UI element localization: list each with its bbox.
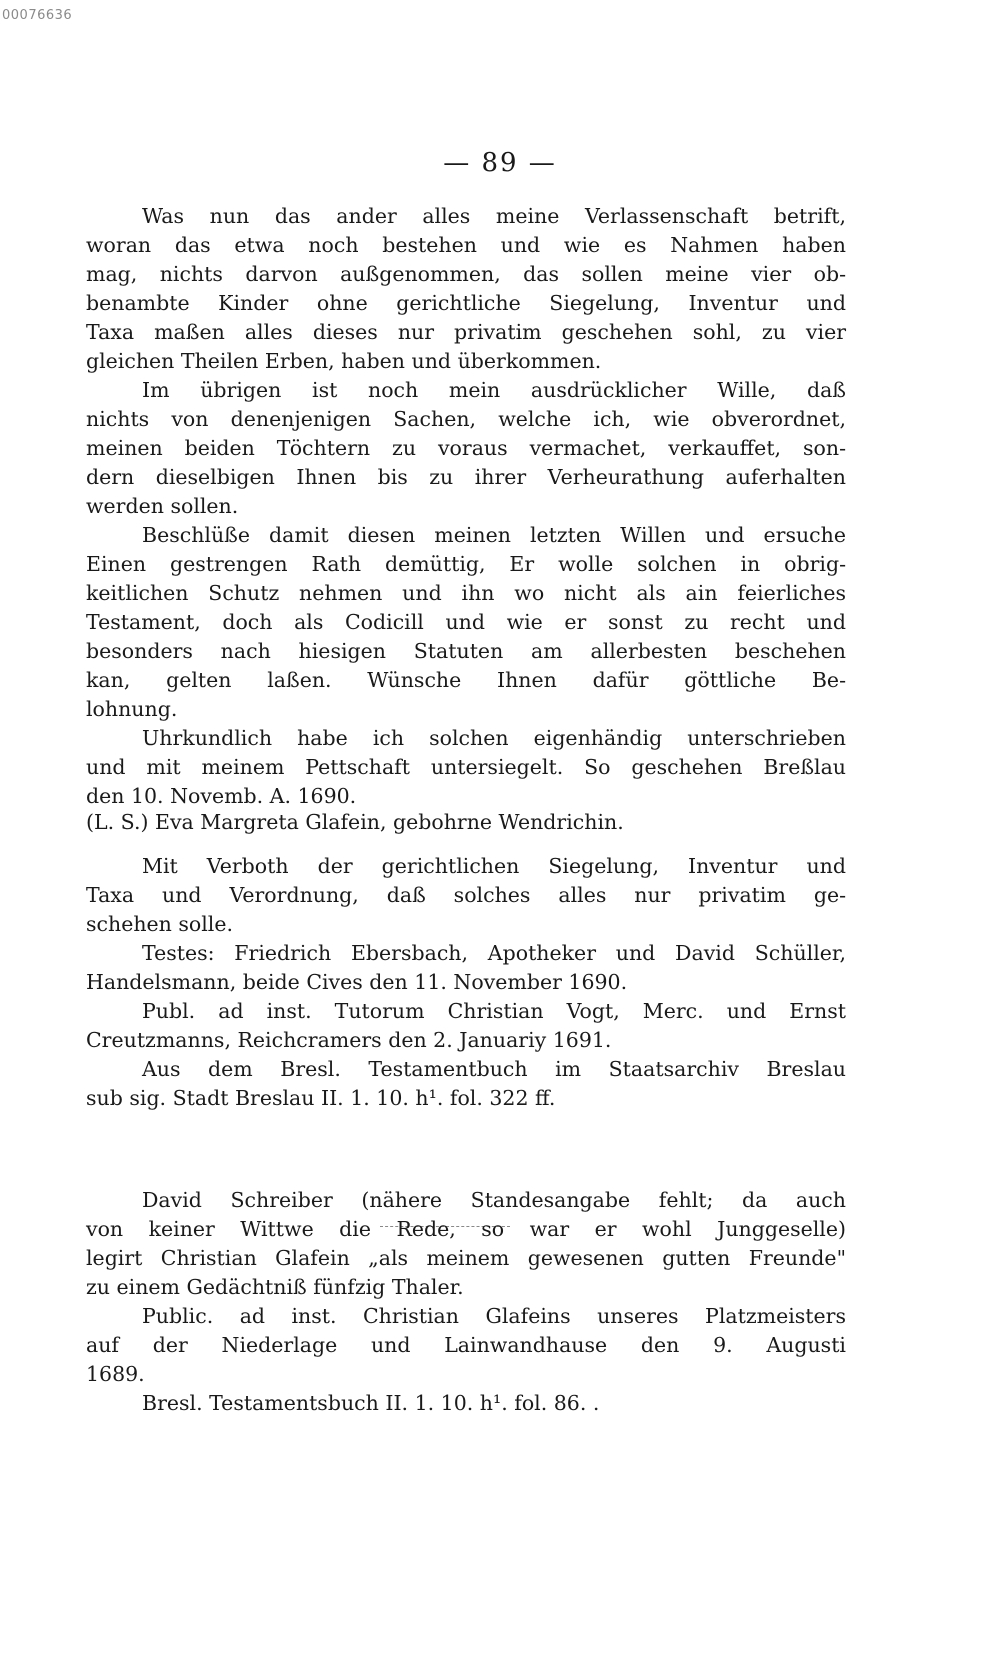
text-line: zu einem Gedächtniß fünfzig Thaler. — [86, 1275, 464, 1299]
text-line: kan, gelten laßen. Wünsche Ihnen dafür göttliche Be- — [86, 668, 846, 692]
text-line: woran das etwa noch bestehen und wie es Nahmen haben — [86, 233, 846, 257]
annotation-block — [86, 852, 846, 1113]
testament-body — [86, 202, 846, 811]
text-line: Bresl. Testamentsbuch II. 1. 10. h¹. fol. 86. . — [142, 1391, 600, 1415]
text-line: Publ. ad inst. Tutorum Christian Vogt, Merc. und Ernst — [142, 999, 846, 1023]
text-line: Was nun das ander alles meine Verlassenschaft betrift, — [142, 204, 846, 228]
text-line: keitlichen Schutz nehmen und ihn wo nicht als ain feierliches — [86, 581, 846, 605]
text-line: den 10. Novemb. A. 1690. — [86, 784, 357, 808]
signature-text: (L. S.) Eva Margreta Glafein, gebohrne Wendrichin. — [86, 810, 624, 834]
text-line: schehen solle. — [86, 912, 234, 936]
text-line: benambte Kinder ohne gerichtliche Siegelung, Inventur und — [86, 291, 846, 315]
text-line: Mit Verboth der gerichtlichen Siegelung, Inventur und — [142, 854, 846, 878]
text-line: Taxa und Verordnung, daß solches alles nur privatim ge- — [86, 883, 846, 907]
text-line: werden sollen. — [86, 494, 239, 518]
text-line: dern dieselbigen Ihnen bis zu ihrer Verheurathung auferhalten — [86, 465, 846, 489]
text-line: auf der Niederlage und Lainwandhause den 9. Augusti — [86, 1333, 846, 1357]
text-line: Creutzmanns, Reichcramers den 2. Januariy 1691. — [86, 1028, 612, 1052]
text-line: meinen beiden Töchtern zu voraus vermachet, verkauffet, son- — [86, 436, 846, 460]
text-line: Uhrkundlich habe ich solchen eigenhändig unterschrieben — [142, 726, 846, 750]
text-line: sub sig. Stadt Breslau II. 1. 10. h¹. fol. 322 ff. — [86, 1086, 556, 1110]
text-line: besonders nach hiesigen Statuten am allerbesten beschehen — [86, 639, 846, 663]
signature-line — [86, 808, 846, 837]
scan-id: 00076636 — [2, 8, 73, 23]
text-line: Im übrigen ist noch mein ausdrücklicher Wille, daß — [142, 378, 846, 402]
text-line: und mit meinem Pettschaft untersiegelt. So geschehen Breßlau — [86, 755, 846, 779]
schreiber-entry — [86, 1186, 846, 1418]
text-line: Testes: Friedrich Ebersbach, Apotheker und David Schüller, — [142, 941, 846, 965]
page-number: — 89 — — [443, 148, 557, 178]
text-line: Taxa maßen alles dieses nur privatim geschehen sohl, zu vier — [86, 320, 846, 344]
text-line: legirt Christian Glafein „als meinem gewesenen gutten Freunde" — [86, 1246, 846, 1270]
text-line: von keiner Wittwe die Rede, so war er wohl Junggeselle) — [86, 1217, 846, 1241]
text-line: Einen gestrengen Rath demüttig, Er wolle solchen in obrig- — [86, 552, 846, 576]
text-line: mag, nichts darvon außgenommen, das sollen meine vier ob- — [86, 262, 846, 286]
text-line: Aus dem Bresl. Testamentbuch im Staatsarchiv Breslau — [142, 1057, 846, 1081]
text-line: Testament, doch als Codicill und wie er sonst zu recht und — [86, 610, 846, 634]
text-line: 1689. — [86, 1362, 145, 1386]
text-line: Public. ad inst. Christian Glafeins unseres Platzmeisters — [142, 1304, 846, 1328]
text-line: Handelsmann, beide Cives den 11. November 1690. — [86, 970, 628, 994]
text-line: nichts von denenjenigen Sachen, welche ich, wie obverordnet, — [86, 407, 846, 431]
text-line: lohnung. — [86, 697, 178, 721]
text-line: David Schreiber (nähere Standesangabe fehlt; da auch — [142, 1188, 846, 1212]
text-line: Beschlüße damit diesen meinen letzten Willen und ersuche — [142, 523, 846, 547]
text-line: gleichen Theilen Erben, haben und überkommen. — [86, 349, 602, 373]
